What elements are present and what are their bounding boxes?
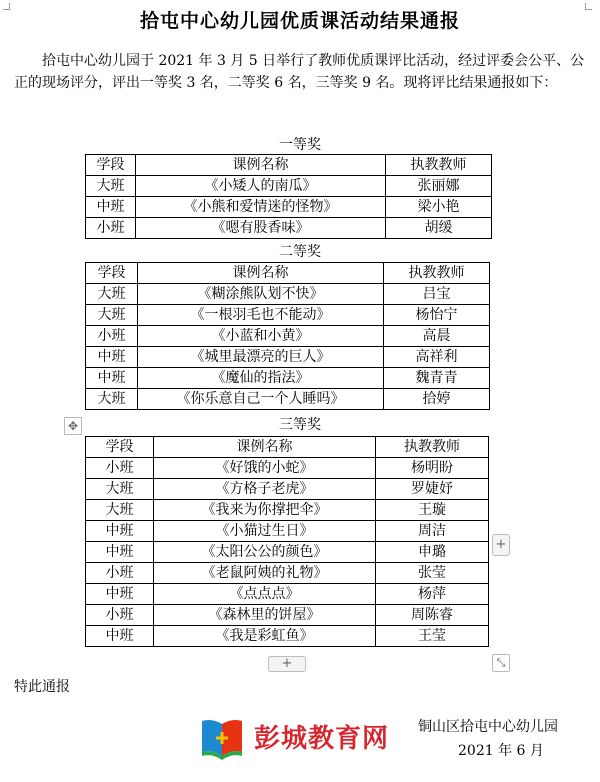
table-row — [86, 479, 489, 500]
table-header-row — [86, 263, 490, 284]
cell-course: 《小熊和爱情迷的怪物》 — [136, 197, 386, 218]
header-grade: 学段 — [86, 155, 136, 176]
cell-teacher: 申璐 — [376, 542, 489, 563]
cell-teacher: 拾婷 — [384, 389, 490, 410]
cell-course: 《一根羽毛也不能动》 — [138, 305, 384, 326]
table-row — [86, 197, 492, 218]
cell-course: 《点点点》 — [154, 584, 376, 605]
cell-course: 《老鼠阿姨的礼物》 — [154, 563, 376, 584]
cell-grade: 小班 — [86, 605, 154, 626]
cell-course: 《好饿的小蛇》 — [154, 458, 376, 479]
table-resize-handle-icon[interactable]: ⤡ — [492, 654, 510, 672]
table-move-handle-icon[interactable]: ✥ — [64, 417, 82, 435]
cell-grade: 小班 — [86, 563, 154, 584]
cell-teacher: 高晨 — [384, 326, 490, 347]
table-row — [86, 563, 489, 584]
cell-grade: 中班 — [86, 368, 138, 389]
cell-grade: 中班 — [86, 347, 138, 368]
sign-date: 2021 年 6 月 — [458, 743, 544, 759]
cell-teacher: 高祥利 — [384, 347, 490, 368]
cell-grade: 小班 — [86, 218, 136, 239]
cell-teacher: 胡缓 — [386, 218, 492, 239]
cell-course: 《小蓝和小黄》 — [138, 326, 384, 347]
cell-grade: 大班 — [86, 479, 154, 500]
watermark-text: 彭城教育网 — [254, 724, 390, 754]
document-title: 拾屯中心幼儿园优质课活动结果通报 — [139, 10, 460, 32]
closing-text: 特此通报 — [14, 679, 70, 695]
cell-teacher: 王璇 — [376, 500, 489, 521]
header-teacher: 执教教师 — [384, 263, 490, 284]
table-row — [86, 542, 489, 563]
table-row — [86, 326, 490, 347]
cell-grade: 中班 — [86, 626, 154, 647]
table-row — [86, 368, 490, 389]
cell-grade: 中班 — [86, 521, 154, 542]
cell-teacher: 周陈睿 — [376, 605, 489, 626]
cell-teacher: 张莹 — [376, 563, 489, 584]
header-grade: 学段 — [86, 437, 154, 458]
cell-teacher: 魏青青 — [384, 368, 490, 389]
intro-paragraph: 拾屯中心幼儿园于 2021 年 3 月 5 日举行了教师优质课评比活动，经过评委会公平、公正的现场评分，评出一等奖 3 名，二等奖 6 名，三等奖 9 名。现将评比结果通报如下： — [14, 53, 585, 91]
table-header-row — [86, 437, 489, 458]
cell-grade: 大班 — [86, 176, 136, 197]
table-row — [86, 305, 490, 326]
table-row — [86, 500, 489, 521]
cell-course: 《太阳公公的颜色》 — [154, 542, 376, 563]
table-row — [86, 284, 490, 305]
cell-grade: 中班 — [86, 197, 136, 218]
cell-teacher: 杨萍 — [376, 584, 489, 605]
cell-course: 《方格子老虎》 — [154, 479, 376, 500]
cell-course: 《我来为你撑把伞》 — [154, 500, 376, 521]
cell-course: 《魔仙的指法》 — [138, 368, 384, 389]
table-row — [86, 176, 492, 197]
cell-course: 《糊涂熊队划不快》 — [138, 284, 384, 305]
cell-teacher: 罗婕妤 — [376, 479, 489, 500]
third-prize-heading: 三等奖 — [279, 417, 321, 433]
cell-teacher: 杨怡宁 — [384, 305, 490, 326]
cell-grade: 中班 — [86, 542, 154, 563]
cell-grade: 大班 — [86, 284, 138, 305]
second-prize-heading: 二等奖 — [279, 244, 321, 260]
cell-course: 《城里最漂亮的巨人》 — [138, 347, 384, 368]
cell-teacher: 梁小艳 — [386, 197, 492, 218]
header-course: 课例名称 — [138, 263, 384, 284]
cell-course: 《嗯有股香味》 — [136, 218, 386, 239]
header-teacher: 执教教师 — [386, 155, 492, 176]
add-column-button[interactable]: + — [492, 534, 510, 556]
cell-teacher: 张丽娜 — [386, 176, 492, 197]
table-header-row — [86, 155, 492, 176]
add-row-button[interactable]: + — [268, 656, 306, 672]
cell-grade: 大班 — [86, 305, 138, 326]
header-course: 课例名称 — [154, 437, 376, 458]
cell-course: 《小猫过生日》 — [154, 521, 376, 542]
cell-course: 《小矮人的南瓜》 — [136, 176, 386, 197]
second-prize-table — [85, 262, 490, 410]
watermark-book-logo-icon — [196, 716, 248, 762]
cell-grade: 大班 — [86, 500, 154, 521]
cell-grade: 小班 — [86, 458, 154, 479]
first-prize-table — [85, 154, 492, 239]
cell-course: 《我是彩虹鱼》 — [154, 626, 376, 647]
cell-course: 《你乐意自己一个人睡吗》 — [138, 389, 384, 410]
watermark — [196, 716, 432, 762]
first-prize-heading: 一等奖 — [279, 137, 321, 153]
table-row — [86, 584, 489, 605]
cell-teacher: 周洁 — [376, 521, 489, 542]
table-row — [86, 389, 490, 410]
third-prize-table — [85, 436, 489, 647]
cell-teacher: 杨明盼 — [376, 458, 489, 479]
cell-grade: 大班 — [86, 389, 138, 410]
header-grade: 学段 — [86, 263, 138, 284]
cell-teacher: 吕宝 — [384, 284, 490, 305]
cell-grade: 小班 — [86, 326, 138, 347]
cell-grade: 中班 — [86, 584, 154, 605]
signer-name: 铜山区拾屯中心幼儿园 — [418, 719, 558, 735]
header-course: 课例名称 — [136, 155, 386, 176]
header-teacher: 执教教师 — [376, 437, 489, 458]
cell-course: 《森林里的饼屋》 — [154, 605, 376, 626]
table-row — [86, 521, 489, 542]
table-row — [86, 458, 489, 479]
table-row — [86, 218, 492, 239]
table-row — [86, 626, 489, 647]
table-row — [86, 605, 489, 626]
table-row — [86, 347, 490, 368]
cell-teacher: 王莹 — [376, 626, 489, 647]
